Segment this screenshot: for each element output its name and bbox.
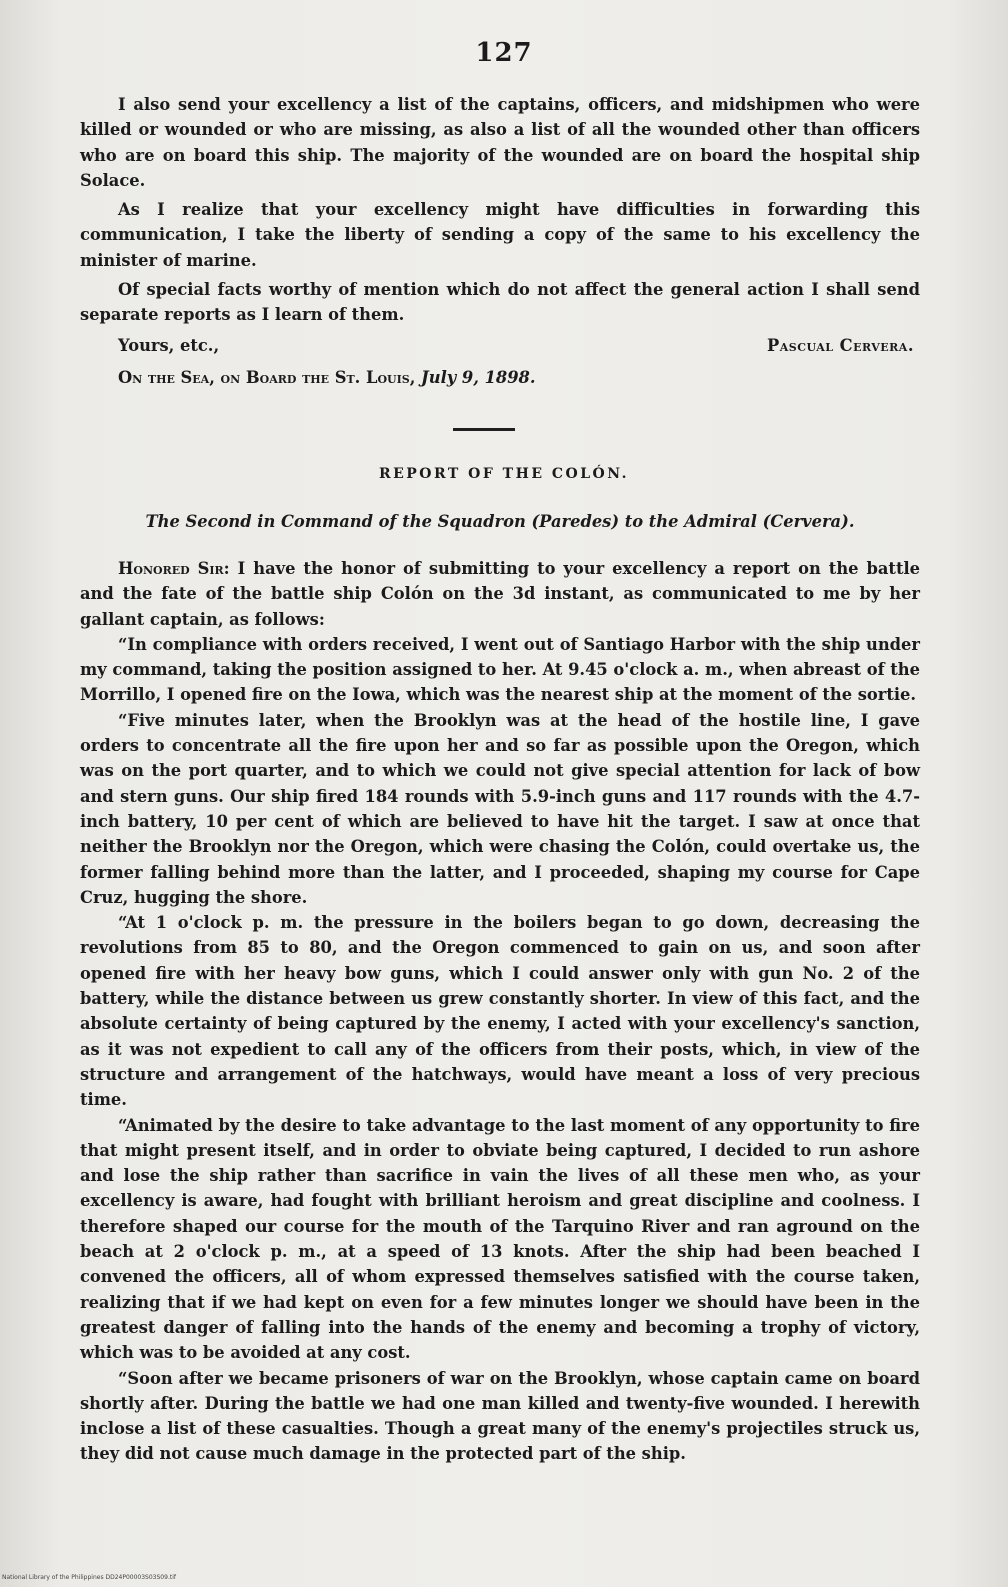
- letter-paragraph: I also send your excellency a list of the captains, officers, and midshipmen who were killed or wounded or who are missing, as also a list of all the wounded other than officers who are on board this ship. The majority of the wounded are on board the hospital ship Solace.: [80, 95, 920, 190]
- report-paragraph: “Animated by the desire to take advantage to the last moment of any opportunity to fire that might present itself, and in order to obviate being captured, I decided to run ashore and lose the ship rather than sacrifice in vain the lives of all these men who, as your excellency is aware, had fought with brilliant heroism and great discipline and coolness. I therefore shaped our course for the mouth of the Tarquino River and ran aground on the beach at 2 o'clock p. m., at a speed of 13 knots. After the ship had been beached I convened the officers, all of whom expressed themselves satisfied with the course taken, realizing that if we had kept on even for a few minutes longer we should have been in the greatest danger of falling into the hands of the enemy and becoming a trophy of victory, which was to be avoided at any cost.: [80, 1115, 920, 1363]
- closing: Yours, etc.,: [118, 336, 220, 355]
- report-paragraph: [80, 556, 920, 632]
- letter-paragraph: As I realize that your excellency might have difficulties in forwarding this communication, I take the liberty of sending a copy of the same to his excellency the minister of marine.: [80, 200, 920, 270]
- salutation: Honored Sir:: [118, 559, 230, 578]
- report-title: REPORT OF THE COLÓN.: [378, 466, 630, 482]
- report-subtitle: The Second in Command of the Squadron (Paredes) to the Admiral (Cervera).: [145, 512, 855, 531]
- report-paragraph: “At 1 o'clock p. m. the pressure in the boilers began to go down, decreasing the revolutions from 85 to 80, and the Oregon commenced to gain on us, and soon after opened fire with her heavy bow guns, which I could answer only with gun No. 2 of the battery, while the distance between us grew constantly shorter. In view of this fact, and the absolute certainty of being captured by the enemy, I acted with your excellency's sanction, as it was not expedient to call any of the officers from their posts, which, in view of the structure and arrangement of the hatchways, would have meant a loss of very precious time.: [80, 913, 920, 1110]
- report-paragraph: “Five minutes later, when the Brooklyn was at the head of the hostile line, I gave orders to concentrate all the fire upon her and so far as possible upon the Oregon, which was on the port quarter, and to which we could not give special attention for lack of bow and stern guns. Our ship fired 184 rounds with 5.9-inch guns and 117 rounds with the 4.7-inch battery, 10 per cent of which are believed to have hit the target. I saw at once that neither the Brooklyn nor the Oregon, which were chasing the Colón, could overtake us, the former falling behind more than the latter, and I proceeded, shaping my course for Cape Cruz, hugging the shore.: [80, 710, 920, 907]
- report-paragraph: “Soon after we became prisoners of war on the Brooklyn, whose captain came on board shortly after. During the battle we had one man killed and twenty-five wounded. I herewith inclose a list of these casualties. Though a great many of the enemy's projectiles struck us, they did not cause much damage in the protected part of the ship.: [80, 1368, 920, 1464]
- scan-footer: National Library of the Philippines DD24P00003S03S09.tif: [2, 1574, 176, 1581]
- report-paragraph: “In compliance with orders received, I went out of Santiago Harbor with the ship under my command, taking the position assigned to her. At 9.45 o'clock a. m., when abreast of the Morrillo, I opened fire on the Iowa, which was the nearest ship at the moment of the sortie.: [80, 634, 920, 705]
- section-divider: [453, 428, 515, 431]
- report-paragraph-text: I have the honor of submitting to your excellency a report on the battle and the fate of the battle ship Colón on the 3d instant, as communicated to me by her gallant captain, as follows:: [80, 559, 921, 629]
- report-body: [80, 556, 920, 1467]
- dateline-date: July 9, 1898.: [421, 368, 536, 387]
- page-number: 127: [475, 38, 533, 68]
- dateline: [118, 368, 536, 387]
- letter-paragraph: Of special facts worthy of mention which do not affect the general action I shall send separate reports as I learn of them.: [80, 280, 920, 325]
- dateline-place: On the Sea, on Board the St. Louis,: [118, 368, 416, 387]
- letter-body: [80, 92, 920, 328]
- signature: Pascual Cervera.: [766, 336, 914, 355]
